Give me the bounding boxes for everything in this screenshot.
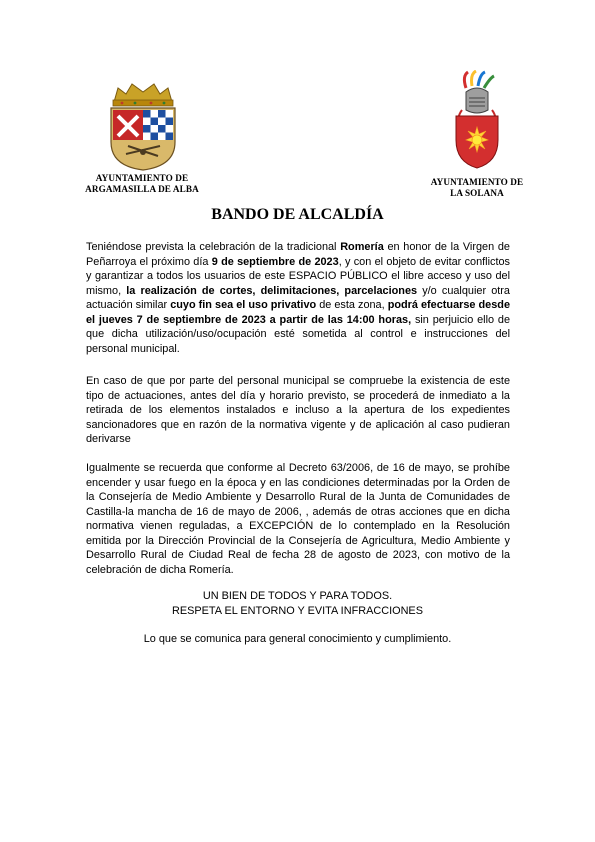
p1-segment: sin perjuicio ello de que dicha utilización/uso/ocupación esté sometida al control e instrucciones del personal municipal. [86, 313, 510, 355]
slogan-line-1: UN BIEN DE TODOS Y PARA TODOS. [202, 590, 393, 602]
coat-of-arms-argamasilla-icon [108, 80, 178, 172]
p1-segment-bold: cuyo fin sea el uso privativo [170, 299, 317, 311]
p1-segment: Teniéndose prevista la celebración de la tradicional [86, 241, 341, 253]
p1-segment: y/o cualquier otra actuación similar [86, 284, 510, 311]
left-crest-caption [72, 173, 212, 195]
p1-segment-bold: Romería [340, 241, 384, 253]
document-title: BANDO DE ALCALDÍA [211, 206, 384, 223]
p1-segment: de esta zona, [316, 299, 388, 311]
right-caption-line-1: AYUNTAMIENTO DE [430, 177, 524, 187]
p1-segment: en honor de la Virgen de Peñarroya el próximo día [86, 241, 510, 268]
right-crest-caption [412, 177, 542, 199]
slogan-line-2: RESPETA EL ENTORNO Y EVITA INFRACCIONES [172, 604, 423, 617]
paragraph-enforcement: En caso de que por parte del personal municipal se compruebe la existencia de este tipo de actuaciones, antes del día y horario previsto, se procederá de inmediato a la retirada de los elementos instalados e incluso a la apertura de los expedientes sancionadores que en razón de la normativa vigente y de aplicación al caso pudieran derivarse [86, 375, 510, 445]
closing-statement: Lo que se comunica para general conocimiento y cumplimiento. [143, 633, 452, 645]
p1-segment: , y con el objeto de evitar conflictos y garantizar a todos los usuarios de este ESPACIO PÚBLICO el libre acceso y uso del mismo, [86, 255, 510, 297]
coat-of-arms-la-solana-icon [452, 70, 502, 170]
left-caption-line-1: AYUNTAMIENTO DE [95, 173, 189, 183]
paragraph-fire-decree: Igualmente se recuerda que conforme al Decreto 63/2006, de 16 de mayo, se prohíbe encender y usar fuego en la época y en las condiciones determinadas por la Orden de la Consejería de Medio Ambiente y Desarrollo Rural de la Junta de Comunidades de Castilla-la mancha de 16 de mayo de 2006, , además de otras acciones que en dicha normativa vienen reguladas, a EXCEPCIÓN de lo contemplado en la Resolución emitida por la Dirección Provincial de la Consejería de Agricultura, Medio Ambiente y Desarrollo Rural de Ciudad Real de fecha 28 de agosto de 2023, con motivo de la celebración de dicha Romería. [86, 462, 510, 576]
p1-segment-bold: podrá efectuarse desde el jueves 7 de septiembre de 2023 a partir de las 14:00 horas, [86, 299, 510, 326]
slogan [0, 589, 595, 618]
paragraph-announcement [86, 240, 510, 356]
left-caption-line-2: ARGAMASILLA DE ALBA [85, 184, 199, 194]
right-caption-line-2: LA SOLANA [450, 188, 504, 198]
p1-segment-bold: 9 de septiembre de 2023 [211, 255, 339, 268]
p1-segment-bold: la realización de cortes, delimitaciones, parcelaciones [126, 284, 418, 297]
